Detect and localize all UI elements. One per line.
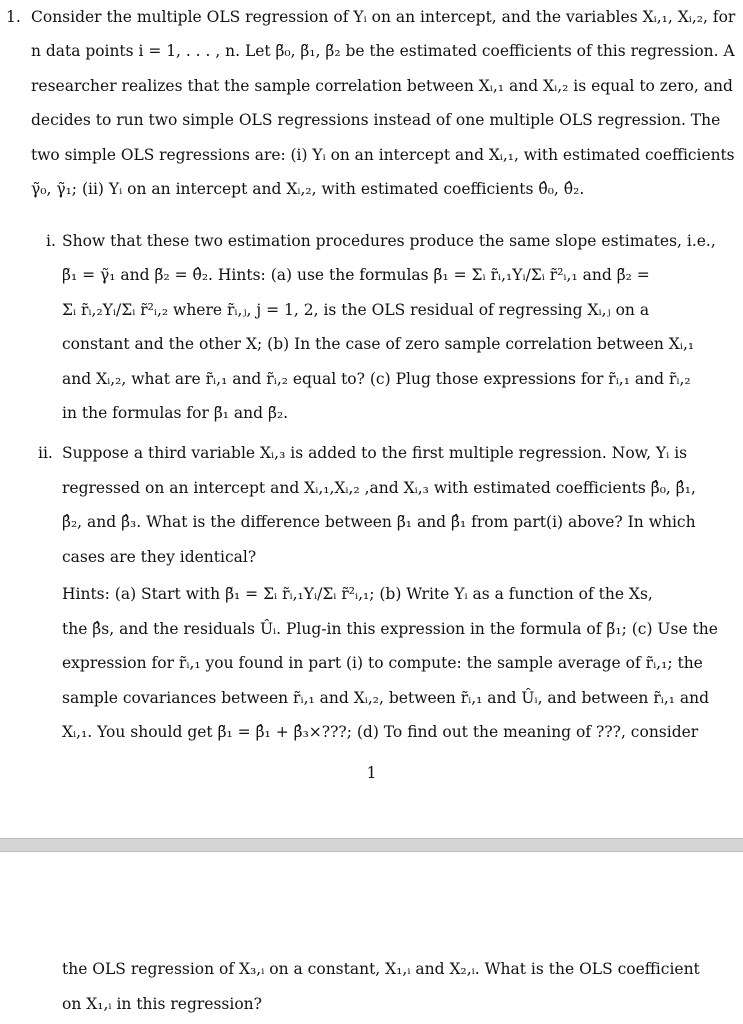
page-number: 1 (366, 764, 377, 782)
text-line: Σᵢ r̃ᵢ,₂Yᵢ/Σᵢ r̃²ᵢ,₂ where r̃ᵢ,ⱼ, j = 1, 2, is the OLS residual of regressing Xᵢ,ⱼ on a (62, 301, 650, 319)
text-line: sample covariances between r̃ᵢ,₁ and Xᵢ,₂, between r̃ᵢ,₁ and Ûᵢ, and between r̃ᵢ,₁ and (62, 689, 710, 707)
text-line: γ̃₀, γ̃₁; (ii) Yᵢ on an intercept and Xᵢ,₂, with estimated coefficients θ̂₀, θ̂₂. (31, 180, 585, 198)
text-line: on X₁,ᵢ in this regression? (62, 995, 262, 1013)
document-page-2 (0, 852, 743, 1024)
text-line: cases are they identical? (62, 548, 257, 566)
page-separator (0, 838, 743, 852)
text-line: decides to run two simple OLS regressions instead of one multiple OLS regression. The (31, 111, 721, 129)
text-line: in the formulas for β̃₁ and β̃₂. (62, 404, 289, 422)
part-i-number: i. (46, 232, 56, 250)
text-line: expression for r̃ᵢ,₁ you found in part (i) to compute: the sample average of r̃ᵢ,₁; the (62, 654, 703, 672)
text-line: β̃₁ = γ̃₁ and β̃₂ = θ̂₂. Hints: (a) use the formulas β̃₁ = Σᵢ r̃ᵢ,₁Yᵢ/Σᵢ r̃²ᵢ,₁ and β̃₂ = (62, 266, 650, 284)
question-number: 1. (6, 8, 21, 26)
text-line: constant and the other X; (b) In the case of zero sample correlation between Xᵢ,₁ (62, 335, 695, 353)
text-line: the β̂s, and the residuals Ûᵢ. Plug-in this expression in the formula of β̃₁; (c) Use the (62, 620, 718, 638)
text-line: Suppose a third variable Xᵢ,₃ is added to the first multiple regression. Now, Yᵢ is (62, 444, 688, 462)
text-line: two simple OLS regressions are: (i) Yᵢ on an intercept and Xᵢ,₁, with estimated coefficients (31, 146, 735, 164)
part-ii-number: ii. (38, 444, 53, 462)
text-line: Consider the multiple OLS regression of Yᵢ on an intercept, and the variables Xᵢ,₁, Xᵢ,₂, for (31, 8, 736, 26)
text-line: and Xᵢ,₂, what are r̃ᵢ,₁ and r̃ᵢ,₂ equal to? (c) Plug those expressions for r̃ᵢ,₁ and r̃ᵢ,₂ (62, 370, 691, 388)
text-line: researcher realizes that the sample correlation between Xᵢ,₁ and Xᵢ,₂ is equal to zero, and (31, 77, 733, 95)
text-line: n data points i = 1, . . . , n. Let β̃₀, β̃₁, β̃₂ be the estimated coefficients of this regression. A (31, 42, 735, 60)
text-line: Hints: (a) Start with β̃₁ = Σᵢ r̃ᵢ,₁Yᵢ/Σᵢ r̃²ᵢ,₁; (b) Write Yᵢ as a function of the Xs, (62, 585, 653, 603)
text-line: Show that these two estimation procedures produce the same slope estimates, i.e., (62, 232, 716, 250)
text-line: the OLS regression of X₃,ᵢ on a constant, X₁,ᵢ and X₂,ᵢ. What is the OLS coefficient (62, 960, 700, 978)
text-line: Xᵢ,₁. You should get β̃₁ = β̂₁ + β̂₃×???; (d) To find out the meaning of ???, consider (62, 723, 699, 741)
text-line: regressed on an intercept and Xᵢ,₁,Xᵢ,₂ ,and Xᵢ,₃ with estimated coefficients β̂₀, β̂₁, (62, 479, 696, 497)
text-line: β̂₂, and β̂₃. What is the difference between β̃₁ and β̂₁ from part(i) above? In which (62, 513, 696, 531)
